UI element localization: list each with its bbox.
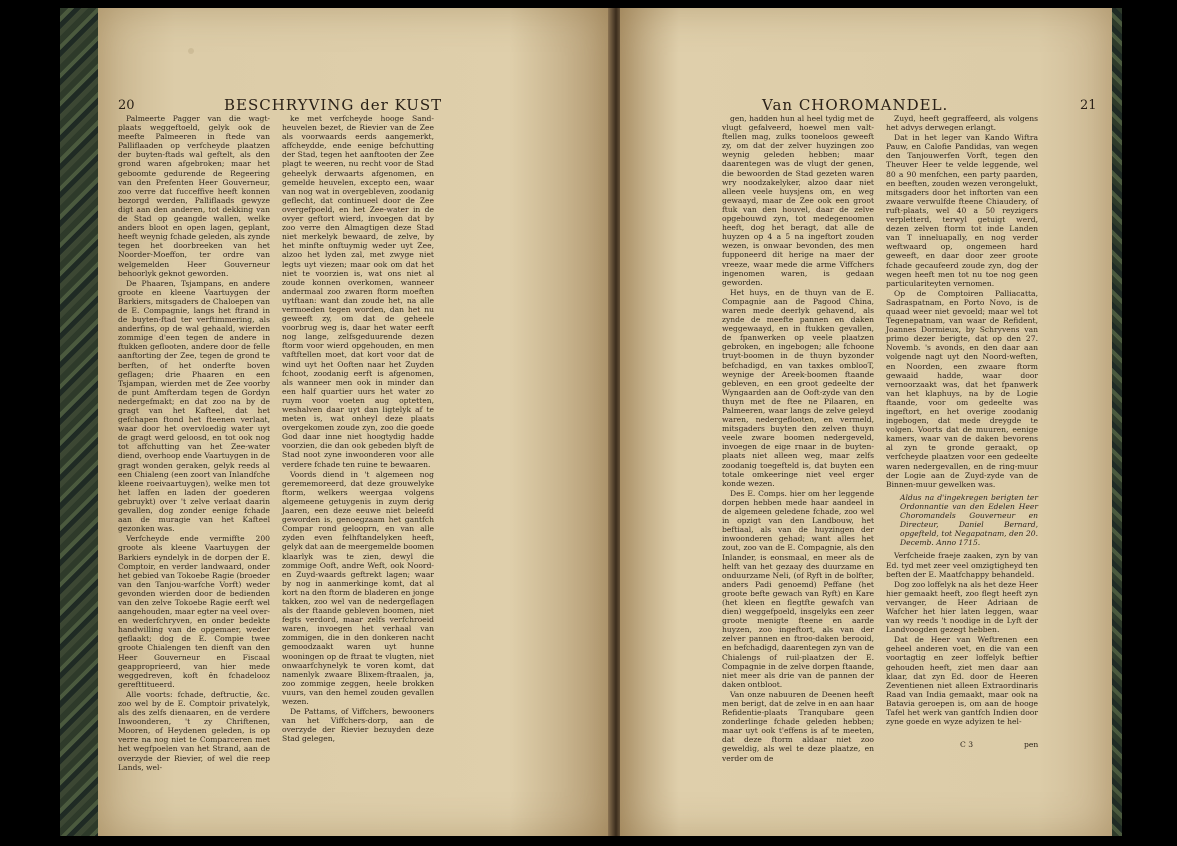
- paragraph: De Pattams, of Viffchers, bewooners van het Viffchers-dorp, aan de overzyde der Rievier bezuyden deze Stad gelegen,: [282, 707, 434, 744]
- paragraph: Des E. Comps. hier om her leggende dorpen hebben mede haar aandeel in de algemeen geledene fchade, zoo wel in opzigt van den Landbouw, het beftiaal, als van de huyzingen der inwoonderen gehad; want alles het zout, zoo van de E. Compagnie, als den Inlander, is eonsmaal, en meer als de helft van het gezaay des duurzame en onduurzame Neli, (of Ryft in de bolfter, anders Padi genoemd) Peffane (het groote befte gewach van Ryft) en Kare (het kleen en flegtfte gewafch van dien) weggefpoeld, insgelyks een zeer groote menigte fteene en aarde huyzen, zoo ingeftort, als van der zelver pannen en ftroo-daken berooid, en befchadigd, daarentegen zyn van de Chialengs of ruil-plaatzen der E. Compagnie in de zelve dorpen ftaande, niet meer als drie van de pannen der daken ontbloot.: [722, 488, 874, 689]
- foxing-spot: [188, 48, 194, 54]
- paragraph: De Phaaren, Tsjampans, en andere groote en kleene Vaartuygen der Barkiers, mitsgaders de Chaloepen van de E. Compagnie, langs het ftrand in de buyten-ftad ter verftimmering, als anderfins, op de wal gehaald, wierden zommige d'een tegen de andere in ftukken geflooten, andere door de felle aanftorting der Zee, tegen de grond te berften, of het onderfte boven geflagen; drie Phaaren en een Tsjampan, wierden met de Zee voorby de punt Amfterdam tegen de Gordyn nedergefmakt; en dat zoo na by de gragt van het Kafteel, dat het gefchapen ftond het fteenen verlaat, waar door het overvloedig water uyt de gragt werd geloosd, en tot ook nog tot affchutting van het Zee-water diend, overhoop ende Vaartuygen in de gragt wonden geraken, gelyk reeds al een Chialeng (een zoort van Inlandfche kleene roeivaartuygen), welke men tot het laffen en laden der goederen gebruykt) over 't zelve verlaat daarin gevallen, dog zonder eenige fchade aan de muragie van het Kafteel gezonken was.: [118, 278, 270, 534]
- paragraph: Verfcheide fraeje zaaken, zyn by van Ed. tyd met zeer veel omzigtigheyd ten beften der E. Maatfchappy behandeld.: [886, 551, 1038, 579]
- left-page-column-1: [118, 114, 270, 772]
- paragraph: Zuyd, heeft gegraffeerd, als volgens het advys derwegen erlangt.: [886, 114, 1038, 133]
- paragraph: Dog zoo loffelyk na als het deze Heer hier gemaakt heeft, zoo flegt heeft zyn vervanger, de Heer Adriaan de Wafcher het hier laten leggen, waar van wy reeds 't noodige in de Lyft der Landvoogden gezegt hebben.: [886, 579, 1038, 635]
- marbled-cover-right: [1112, 8, 1122, 836]
- open-book: [60, 8, 1122, 836]
- right-running-head: Van CHOROMANDEL.: [762, 96, 949, 114]
- catchword: pen: [1024, 740, 1039, 749]
- paragraph: Verfcheyde ende vermiffte 200 groote als kleene Vaartuygen der Barkiers eyndelyk in de dorpen der E. Comptoir, en verder landwaard, onder het gebied van Tokoebe Ragie (broeder van den Tanjou-warfche Vorft) weder gevonden wierden door de bedienden van den zelve Tokoebe Ragie eerft wel aangehouden, maar egter na veel over-en wederfchryven, en onder bedekte handwilling van de opgemaer, weder geflaakt; dog de E. Compie twee groote Chialengen ten dienft van den Heer Gouverneur en Fiscaal geapproprieerd, van hier mede weggedreven, koft ên fchadelooz gerefttitueerd.: [118, 534, 270, 689]
- paragraph: ke met verfcheyde hooge Sand-heuvelen bezet, de Rievier van de Zee als voorwaards eerds aangemerkt, affcheydde, ende eenige befchutting der Stad, tegen het aanftooten der Zee plagt te weeren, nu recht voor de Stad geheelyk derwaarts afgenomen, en gemelde heuvelen, excepto een, waar van nog wat in overgebleven, zoodanig geflecht, dat continueel door de Zee overgefpoeld, en het Zee-water in de ovyer geftort wierd, invoegen dat by zoo verre den Almagtigen deze Stad niet merkelyk bewaard, de zelve, by het minfte onftuymig weder uyt Zee, alzoo het lyden zal, met zwyge niet legts uyt viezen; maar ook om dat het niet te voorzien is, wat ons niet al zoude konnen overkomen, wanneer andermaal zoo zwaren ftorm moeften uytftaan: want dan zoude het, na alle vermoeden tegen worden, dan het nu geweeft zy, om dat de geheele voorbrug weg is, daar het water eerft nog lange, zelfsgeduurende dezen ftorm voor wierd opgehouden, en men vaftftellen moet, dat kort voor dat de wind uyt het Ooften naar het Zuyden fchoot, zoodanig eerft is afgenomen, als wanneer men ook in minder dan een half quartier uurs het water zo ruym voor voeten aug optetten, weshalven daar uyt dan ligtelyk af te meten is, wat onheyl deze plaats overgekomen zoude zyn, zoo die goede God daar inne niet hoogtydig hadde voorzien, die dan ook gebeden blyft de Stad noot zyne inwoonderen voor alle verdere fchade ten ruine te bewaaren.: [282, 114, 434, 469]
- signature-mark: C 3: [960, 740, 974, 749]
- paragraph: Dat de Heer van Weftrenen een geheel anderen voet, en die van een voortagtig en zeer loffelyk beftier gehouden heeft, ziet men daar aan klaar, dat zyn Ed. door de Heeren Zeventienen niet alleen Extraordinaris Raad van India gemaakt, maar ook na Batavia geroepen is, om aan de hooge Tafel het werk van gantfch Indien door zyne goede en wyze adyizen te hel-: [886, 635, 1038, 727]
- right-page-column-1: [722, 114, 874, 763]
- left-running-head: BESCHRYVING der KUST: [224, 96, 443, 114]
- paragraph: gen, hadden hun al heel tydig met de vlugt gefalveerd, hoewel men valt-ftellen mag, zulks tooneloos geweeft zy, om dat der zelver huyzingen zoo weynig geleden hebben; maar daarentegen was de vlugt der genen, die bewoorden de Stad gezeten waren wry noodzakelyker, alzoo daar niet alleen veele huysjens om, en weg gewaayd, maar de Zee ook een groot ftuk van den houvel, daar de zelve opgebouwd zyn, tot medegenoomen heeft, dog het beragt, dat alle de huyzen op 4 a 5 na ingeftort zouden wezen, is onwaar bevonden, des men fupponeerd dit herige na maer der vreeze, waar mede die arme Viffchers ingenomen waren, is gedaan geworden.: [722, 114, 874, 287]
- paragraph: Dat in het leger van Kando Wiftra Pauw, en Calofie Pandidas, van wegen den Tanjouwerfen Vorft, tegen den Theuver Heer te velde leggende, wel 80 a 90 menfchen, een party paarden, en beeften, zouden wezen verongelukt, mitsgaders door het inftorten van een zwaare verwulfde fteene Chiaudery, of ruft-plaats, wel 40 a 50 reyzigers verpletterd, terwyl getuigt werd, dezen zelven ftorm tot inde Landen van T inneluapally, en nog verder weftwaard op, ongemeen hard geweeft, en daar door zeer groote fchade gecaufeerd zoude zyn, dog der wegen heeft men tot nu toe nog geen particulariteyten vernomen.: [886, 133, 1038, 288]
- right-page-number: 21: [1080, 98, 1097, 113]
- right-page: [620, 8, 1112, 836]
- paragraph: Op de Comptoiren Palliacatta, Sadraspatnam, en Porto Novo, is de quaad weer niet gevoeld; maar wel tot Tegenepatnam, van waar de Refident, Joannes Dormieux, by Schryvens van primo dezer berigte, dat op den 27. Novemb. 's avonds, en den daar aan volgende nagt uyt den Noord-weften, en Noorden, een zwaare ftorm gewaaid hadde, waar door vernoorzaakt was, dat het fpanwerk van het klaphuys, na by de Logie ftaande, voor om gedeelte was ingeftort, en het overige zoodanig ingebogen, dat mede dreygde te volgen. Voorts dat de muuren, eenige kamers, waar van de daken bevorens al zyn te gronde geraakt, op verfcheyde plaatzen voor een gedeelte waren nedergevallen, en de ring-muur der Logie aan de Zuyd-zyde van de Binnen-muur gewelken was.: [886, 288, 1038, 489]
- dated-statement: Aldus na d'ingekregen berigten ter Ordonnantie van den Edelen Heer Choromandels Gouverneur en Directeur, Daniel Bernard, opgefteld, tot Negapatnam, den 20. Decemb. Anno 1715.: [900, 492, 1038, 548]
- right-page-column-2: [886, 114, 1038, 736]
- paragraph: Het huys, en de thuyn van de E. Compagnie aan de Pagood China, waren mede deerlyk gehavend, als zynde de meefte pannen en daken weggewaayd, en in ftukken gevallen, de fpanwerken op veele plaatzen gebroken, en ingebogen; alle fchoone truyt-boomen in de thuyn byzonder befchadigd, en van taxkes omblooT, weynige der Areek-boomen ftaande gebleven, en een groot gedeelte der Wyngaarden aan de Ooft-zyde van den thuyn met de ftee ne Pilaaren, en Palmeeren, waar langs de zelve geleyd waren, nedergeflooten, en vermeld, mitsgaders buyten den zelven thuyn veele zware boomen nedergeveld, invoegen de eige rnaar in de buyten-plaats niet alleen weg, maar zelfs zoodanig toegefteld is, dat buyten een totale omkeeringe niet veel erger konde wezen.: [722, 287, 874, 488]
- left-page: [98, 8, 612, 836]
- left-page-number: 20: [118, 98, 135, 113]
- left-page-column-2: [282, 114, 434, 756]
- paragraph: Van onze nabuuren de Deenen heeft men berigt, dat de zelve in en aan haar Refidentie-plaats Tranqubare geen zonderlinge fchade geleden hebben; maar uyt ook t'effens is af te meeten, dat deze ftorm aldaar niet zoo geweldig, als wel te deze plaatze, en verder om de: [722, 689, 874, 763]
- paragraph: Voords diend in 't algemeen nog gerememoreerd, dat deze grouwelyke ftorm, welkers weergaa volgens algemeene getuygenis in zuym derig Jaaren, een deze eeuwe niet beleefd geworden is, genoegzaam het gantfch Compar rond gelooprn, en van alle zyden even felhftandelyken heeft, gelyk dat aan de meergemelde boomen klaarlyk was te zien, dewyl die zommige Ooft, andre Weft, ook Noord-en Zuyd-waards geftrekt lagen; waar by nog in aanmerkinge komt, dat al kort na den ftorm de bladeren en jonge takken, zoo wel van de nedergeflagen als der ftaande gebleven boomen, niet fegts verdord, maar zelfs verfchroeid waren, invoegen het verhaal van zommigen, die in den donkeren nacht gemoodzaakt waren uyt hunne wooningen op de ftraat te vlugten, niet onwaarfchynelyk te voren komt, dat namenlyk zwaare Blixem-ftraalen, ja, zoo zommige zeggen, heele brokken vuurs, van den hemel zouden gevallen wezen.: [282, 469, 434, 706]
- paragraph: Palmeerte Pagger van die wagt-plaats weggeftoeld, gelyk ook de meefte Palmeeren in ftede van Palliflaaden op verfcheyde plaatzen der buyten-ftads wal geftelt, als den grond waren afgebroken; maar het geboomte gedurende de Regeering van den Prefenten Heer Gouverneur, zoo verre dat fucceffive heeft konnen bezorgd werden, Palliflaads gewyze digt aan den anderen, tot dekking van de Stad op geangde wallen, welke anders bloot en open lagen, geplant, heeft weynig fchade geleden, als zynde tegen het doorbreeken van het Noorder-Moeffon, ter ordre van welgemelden Heer Gouverneur behoorlyk geknot geworden.: [118, 114, 270, 278]
- paragraph: Alle voorts: fchade, deftructie, &c. zoo wel by de E. Comptoir privatelyk, als des zelfs dienaaren, en de verdere Inwoonderen, 't zy Chriftenen, Mooren, of Heydenen geleden, is op verre na nog niet te Comparceren met het wegfpoelen van het Strand, aan de overzyde der Rievier, of wel die reep Lands, wel-: [118, 689, 270, 772]
